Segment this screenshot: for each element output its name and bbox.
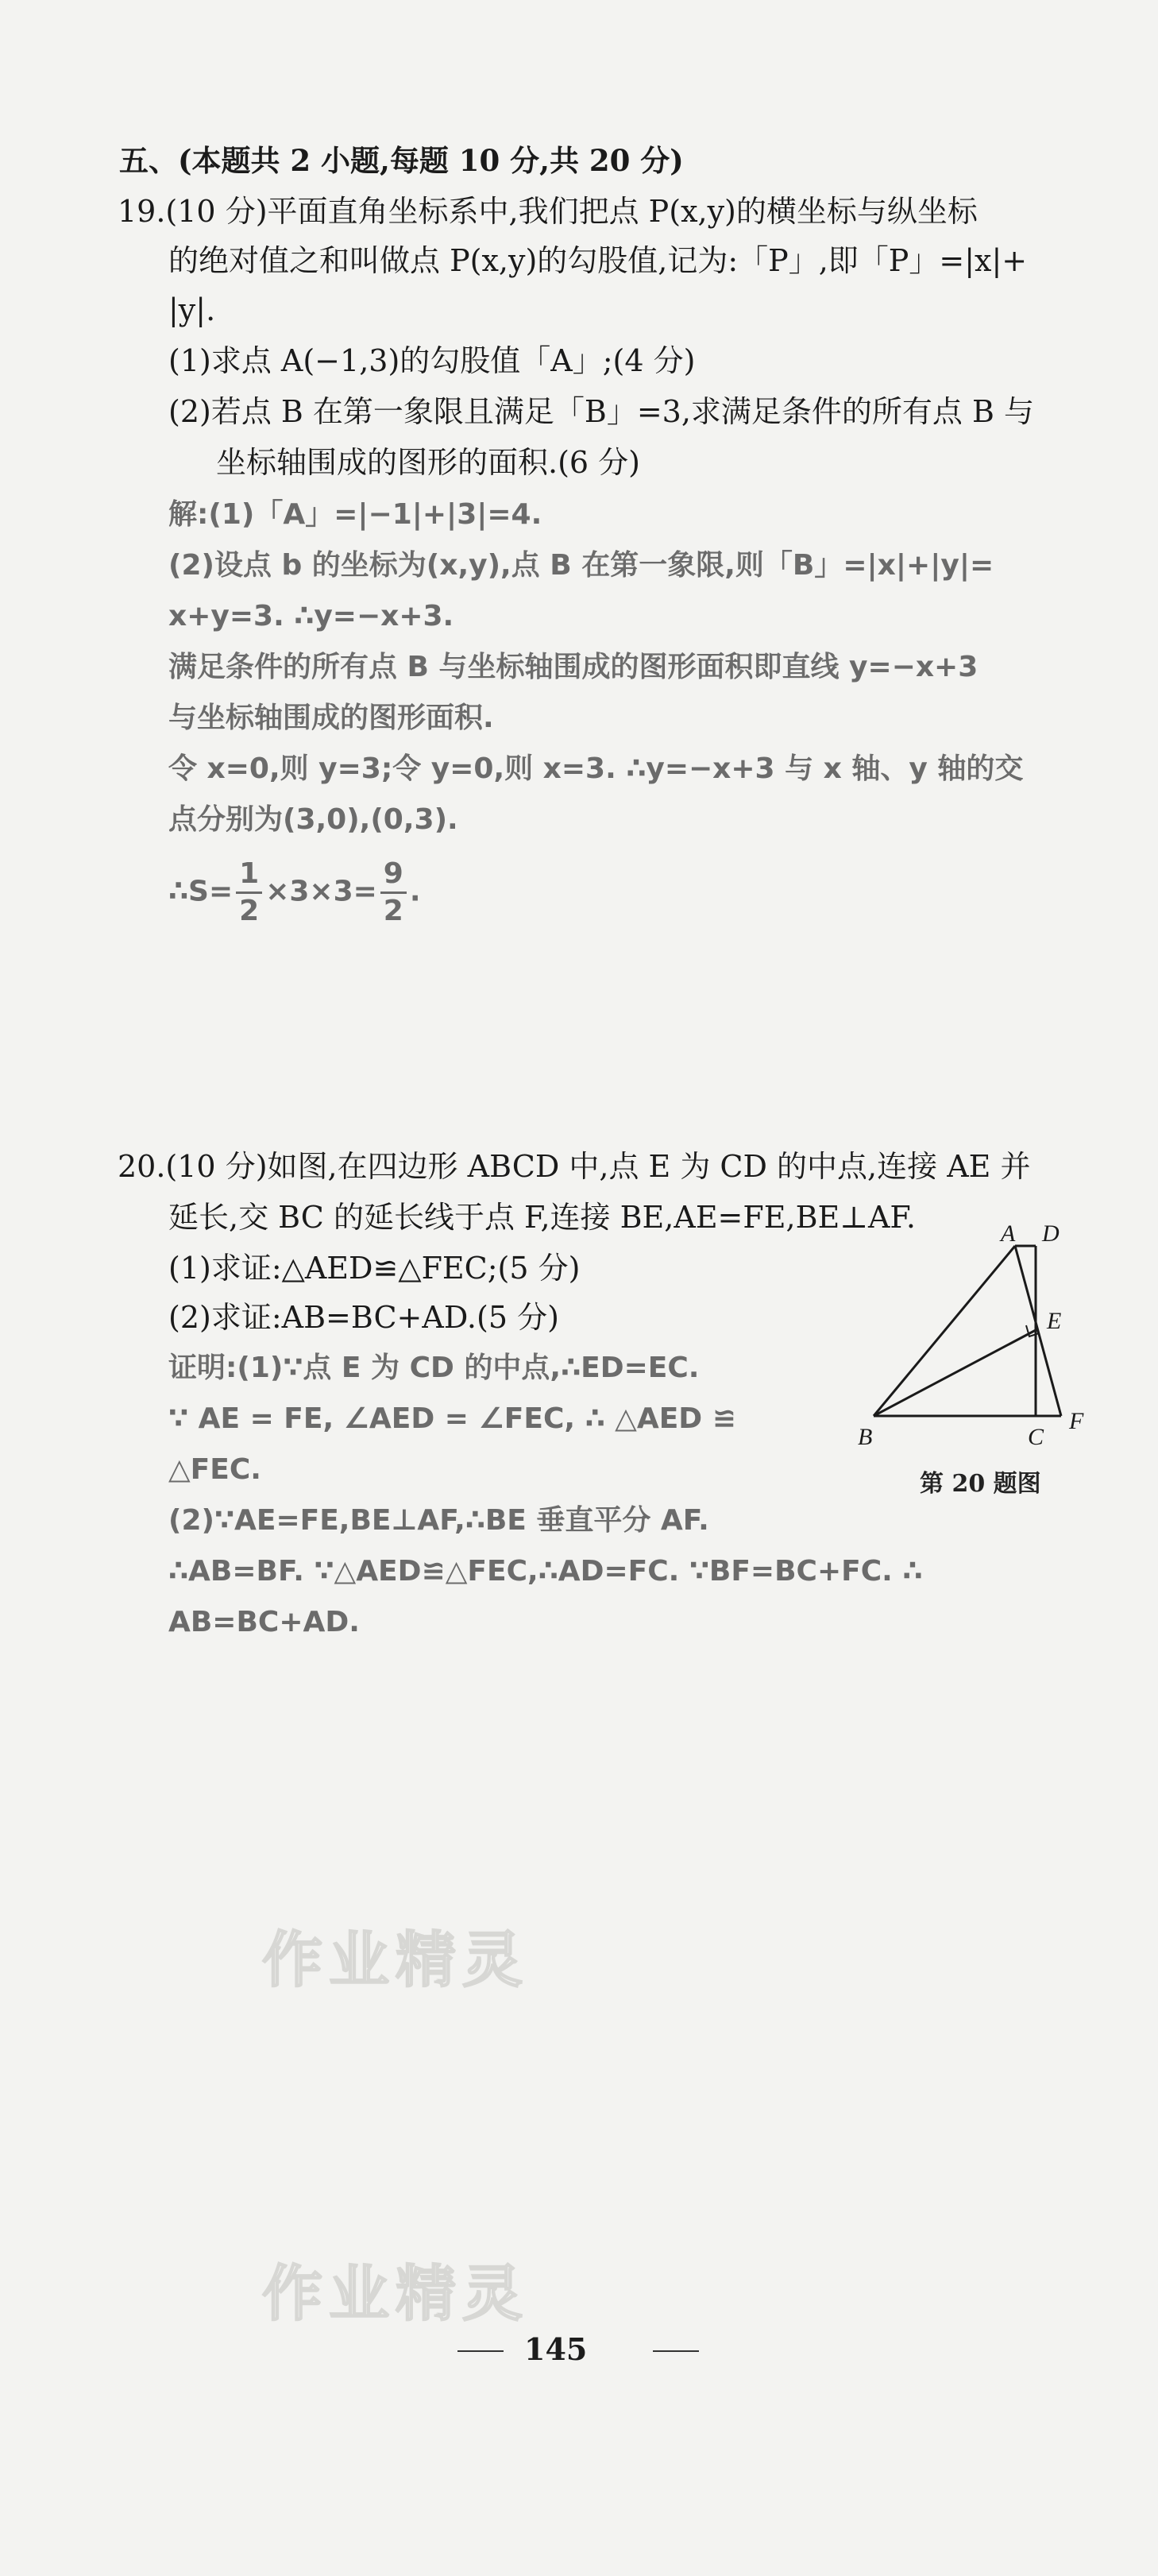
q20-line-2: 延长,交 BC 的延长线于点 F,连接 BE,AE=FE,BE⊥AF. [168, 1200, 916, 1235]
answer19-area-formula [168, 857, 421, 927]
page-number-dash-right [653, 2350, 699, 2352]
page-number: 145 [524, 2331, 588, 2367]
segment-AB [874, 1246, 1015, 1416]
answer20-line-6: AB=BC+AD. [168, 1606, 360, 1638]
formula-middle: ×3×3= [265, 875, 377, 908]
label-E: E [1047, 1308, 1062, 1334]
answer19-line-2: (2)设点 b 的坐标为(x,y),点 B 在第一象限,则「B」=|x|+|y|= [168, 549, 994, 582]
q20-part-1: (1)求证:△AED≌△FEC;(5 分) [168, 1251, 581, 1286]
answer20-line-4: (2)∵AE=FE,BE⊥AF,∴BE 垂直平分 AF. [168, 1504, 709, 1537]
answer19-line-4: 满足条件的所有点 B 与坐标轴围成的图形面积即直线 y=−x+3 [168, 651, 979, 683]
answer19-line-7: 点分别为(3,0),(0,3). [168, 803, 458, 836]
q19-line-3: |y|. [168, 292, 216, 327]
label-F: F [1069, 1408, 1084, 1434]
label-D: D [1042, 1220, 1060, 1247]
fraction-nine-halves [380, 857, 407, 927]
answer19-line-6: 令 x=0,则 y=3;令 y=0,则 x=3. ∴y=−x+3 与 x 轴、y 轴的交 [168, 752, 1024, 785]
label-A: A [1001, 1220, 1016, 1247]
fraction-one-half [236, 857, 262, 927]
q19-line-2: 的绝对值之和叫做点 P(x,y)的勾股值,记为:「P」,即「P」=|x|+ [168, 243, 1028, 278]
label-C: C [1028, 1424, 1044, 1450]
label-B: B [858, 1424, 873, 1450]
q19-part-2b: 坐标轴围成的图形的面积.(6 分) [216, 445, 640, 480]
q19-part-1: (1)求点 A(−1,3)的勾股值「A」;(4 分) [168, 343, 696, 378]
segment-BE [874, 1330, 1036, 1416]
answer19-line-1: 解:(1)「A」=|−1|+|3|=4. [168, 498, 542, 531]
fraction-1-numerator: 1 [236, 860, 262, 894]
answer20-line-3: △FEC. [168, 1453, 261, 1486]
answer19-line-5: 与坐标轴围成的图形面积. [168, 702, 494, 734]
formula-prefix: ∴S= [168, 875, 234, 908]
answer20-line-2: ∵ AE = FE, ∠AED = ∠FEC, ∴ △AED ≌ [168, 1402, 736, 1435]
answer20-line-1: 证明:(1)∵点 E 为 CD 的中点,∴ED=EC. [168, 1352, 700, 1384]
geometry-figure [851, 1220, 1114, 1459]
page-number-dash-left [457, 2350, 504, 2352]
section-heading: 五、(本题共 2 小题,每题 10 分,共 20 分) [119, 143, 684, 178]
fraction-2-denominator: 2 [383, 895, 403, 927]
watermark-lower: 作业精灵 [262, 2258, 529, 2329]
answer20-line-5: ∴AB=BF. ∵△AED≌△FEC,∴AD=FC. ∵BF=BC+FC. ∴ [168, 1555, 923, 1588]
figure-caption: 第 20 题图 [920, 1470, 1041, 1498]
q19-part-2a: (2)若点 B 在第一象限且满足「B」=3,求满足条件的所有点 B 与 [168, 394, 1035, 429]
fraction-1-denominator: 2 [239, 895, 260, 927]
q19-line-1: 19.(10 分)平面直角坐标系中,我们把点 P(x,y)的横坐标与纵坐标 [118, 194, 978, 229]
fraction-2-numerator: 9 [380, 860, 407, 894]
watermark-upper: 作业精灵 [262, 1924, 529, 1995]
formula-end: . [409, 875, 421, 908]
q20-part-2: (2)求证:AB=BC+AD.(5 分) [168, 1300, 559, 1335]
q20-line-1: 20.(10 分)如图,在四边形 ABCD 中,点 E 为 CD 的中点,连接 AE 并 [118, 1149, 1031, 1184]
answer19-line-3: x+y=3. ∴y=−x+3. [168, 600, 454, 632]
